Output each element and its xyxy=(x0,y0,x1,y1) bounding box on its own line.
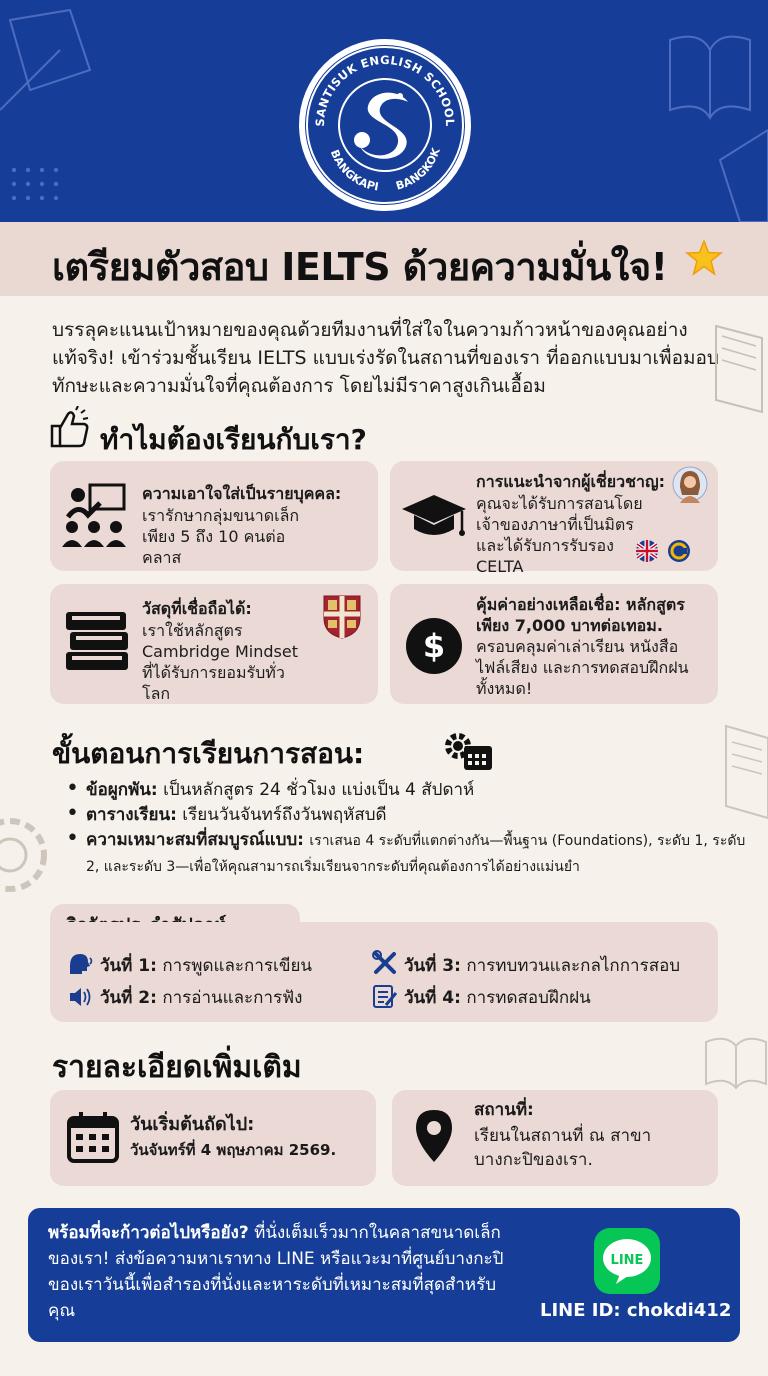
weekly-day-label: วันที่ 4: xyxy=(404,988,461,1008)
school-logo xyxy=(296,36,474,214)
process-heading: ขั้นตอนการเรียนการสอน: xyxy=(52,737,365,770)
process-list xyxy=(64,778,754,880)
feature-desc-expert: คุณจะได้รับการสอนโดยเจ้าของภาษาที่เป็นมิตรและได้รับการรับรอง CELTA xyxy=(476,494,643,576)
weekly-day-label: วันที่ 3: xyxy=(404,956,461,976)
start-date-value: วันจันทร์ที่ 4 พฤษภาคม 2569. xyxy=(130,1141,337,1159)
book-stack-icon xyxy=(62,606,132,676)
feature-card-value xyxy=(390,584,718,704)
teacher-avatar-icon xyxy=(672,465,708,503)
logo-branch-right: BANGKOK xyxy=(394,146,443,193)
detail-card-location xyxy=(392,1090,718,1186)
feature-desc-value: ครอบคลุมค่าเล่าเรียน หนังสือ ไฟล์เสียง และการทดสอบฝึกฝนทั้งหมด! xyxy=(476,637,689,698)
feature-desc-materials: เราใช้หลักสูตร Cambridge Mindset ที่ได้รับการยอมรับทั่วโลก xyxy=(142,621,298,703)
process-item-text: เรียนวันจันทร์ถึงวันพฤหัสบดี xyxy=(182,805,387,825)
weekly-day-text: การพูดและการเขียน xyxy=(162,956,313,976)
svg-text:$: $ xyxy=(422,627,446,665)
line-logo-button[interactable] xyxy=(594,1228,660,1294)
feature-title-value: คุ้มค่าอย่างเหลือเชื่อ: หลักสูตรเพียง 7,000 บาทต่อเทอม. xyxy=(476,595,685,635)
weekly-day-3 xyxy=(404,952,680,979)
logo-school-name: SANTISUK ENGLISH SCHOOL xyxy=(312,52,458,127)
open-book-outline-icon xyxy=(650,0,768,222)
process-item-label: ความเหมาะสมที่สมบูรณ์แบบ: xyxy=(86,830,304,850)
calendar-icon xyxy=(66,1110,120,1164)
process-item-text: เป็นหลักสูตร 24 ชั่วโมง แบ่งเป็น 4 สัปดาห์ xyxy=(163,780,475,800)
feature-card-materials xyxy=(50,584,378,704)
logo-branch-left: BANGKAPI xyxy=(327,147,380,194)
line-chat-icon xyxy=(594,1228,660,1294)
process-item-label: ตารางเรียน: xyxy=(86,805,177,825)
cta-body: ที่นั่งเต็มเร็วมากในคลาสขนาดเล็กของเรา! ส่งข้อความหาเราทาง LINE หรือแวะมาที่ศูนย์บางกะปิของเราวันนี้เพื่อสำรองที่นั่งและหาระดับที่เหมาะสมที่สุดสำหรับคุณ xyxy=(48,1223,504,1321)
feature-title-attention: ความเอาใจใส่เป็นรายบุคคล: xyxy=(142,484,342,503)
feature-desc-attention: เรารักษากลุ่มขนาดเล็ก เพียง 5 ถึง 10 คนต่อคลาส xyxy=(142,506,300,567)
process-item xyxy=(64,778,754,803)
speaker-volume-icon xyxy=(68,986,94,1008)
weekly-day-4 xyxy=(404,984,591,1011)
weekly-day-text: การทดสอบฝึกฝน xyxy=(466,988,591,1008)
tools-icon xyxy=(372,950,398,976)
weekly-day-2 xyxy=(100,984,303,1011)
header-band xyxy=(0,0,768,222)
teacher-class-icon xyxy=(60,483,128,549)
weekly-day-text: การทบทวนและกลไกการสอบ xyxy=(466,956,681,976)
weekly-day-label: วันที่ 2: xyxy=(100,988,157,1008)
gear-calendar-icon xyxy=(440,728,494,772)
start-date-title: วันเริ่มต้นถัดไป: xyxy=(130,1114,255,1135)
sparkle-star-icon xyxy=(684,238,724,278)
weekly-day-label: วันที่ 1: xyxy=(100,956,157,976)
graduation-cap-icon xyxy=(400,491,468,545)
location-value: เรียนในสถานที่ ณ สาขาบางกะปิของเรา. xyxy=(474,1126,652,1170)
open-book-outline-icon xyxy=(700,1028,768,1092)
location-pin-icon xyxy=(414,1108,454,1164)
cta-text xyxy=(48,1220,508,1324)
celta-badge-icon xyxy=(666,539,692,563)
feature-card-expert xyxy=(390,461,718,576)
process-item xyxy=(64,828,754,880)
decor-shapes-left xyxy=(0,0,110,160)
cta-lead: พร้อมที่จะก้าวต่อไปหรือยัง? xyxy=(48,1223,249,1243)
book-outline-icon xyxy=(706,316,768,426)
speaking-head-icon xyxy=(68,952,94,976)
process-item-label: ข้อผูกพัน: xyxy=(86,780,158,800)
line-id[interactable]: LINE ID: chokdi412 xyxy=(540,1300,732,1321)
feature-card-attention xyxy=(50,461,378,571)
intro-paragraph: บรรลุคะแนนเป้าหมายของคุณด้วยทีมงานที่ใส่ใจในความก้าวหน้าของคุณอย่างแท้จริง! เข้าร่วมชั้นเรียน IELTS แบบเร่งรัดในสถานที่ของเรา ที่ออกแบบมาเพื่อมอบทักษะและความมั่นใจที่คุณต้องการ โดยไม่มีราคาสูงเกินเอื้อม xyxy=(52,319,719,397)
weekly-day-1 xyxy=(100,952,312,979)
decor-dots xyxy=(8,160,78,220)
detail-card-start-date xyxy=(50,1090,376,1186)
uk-flag-icon xyxy=(634,539,660,563)
process-item-text: เราเสนอ 4 ระดับที่แตกต่างกัน—พื้นฐาน (Foundations), ระดับ 1, ระดับ 2, และระดับ 3—เพื่อให้คุณสามารถเริ่มเรียนจากระดับที่คุณต้องการได้อย่างแม่นยำ xyxy=(86,833,746,875)
title-banner xyxy=(0,222,768,296)
feature-title-expert: การแนะนำจากผู้เชี่ยวชาญ: xyxy=(476,472,666,491)
weekly-day-text: การอ่านและการฟัง xyxy=(162,988,303,1008)
gear-outline-icon xyxy=(0,800,56,910)
cambridge-crest-icon xyxy=(322,594,362,640)
location-title: สถานที่: xyxy=(474,1100,534,1120)
dollar-coin-icon xyxy=(404,616,464,676)
line-logo-text: LINE xyxy=(610,1253,644,1268)
details-heading: รายละเอียดเพิ่มเติม xyxy=(52,1050,302,1085)
test-checklist-icon xyxy=(372,983,398,1009)
why-heading: ทำไมต้องเรียนกับเรา? xyxy=(100,423,367,456)
thumbs-up-icon xyxy=(48,406,92,450)
process-item xyxy=(64,803,754,828)
feature-title-materials: วัสดุที่เชื่อถือได้: xyxy=(142,599,252,618)
page-title: เตรียมตัวสอบ IELTS ด้วยความมั่นใจ! xyxy=(52,245,668,289)
